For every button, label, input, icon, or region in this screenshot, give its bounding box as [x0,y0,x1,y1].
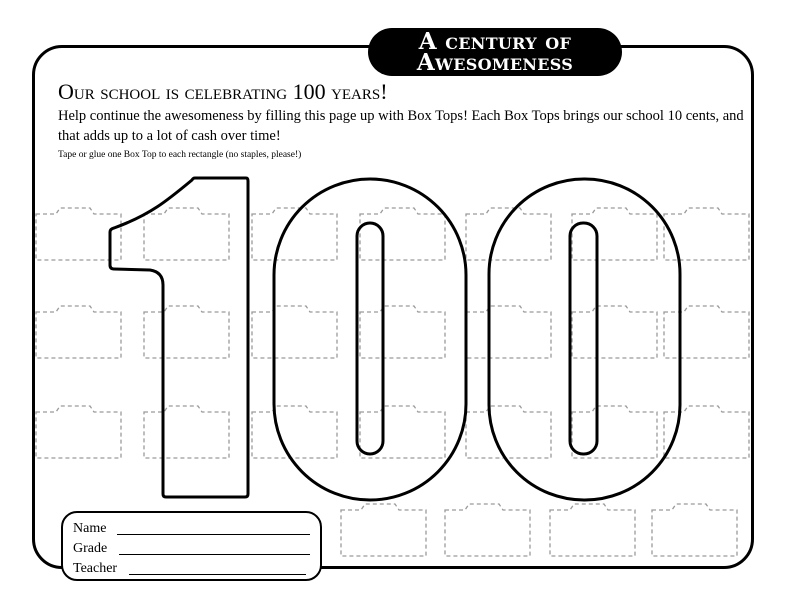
banner-line-1: A century of [418,28,572,55]
instruction-note: Tape or glue one Box Top to each rectangle (no staples, please!) [58,150,302,160]
box-top-slot [466,306,551,358]
box-top-slot [466,406,551,458]
box-top-slot [550,504,635,556]
box-top-slot [252,306,337,358]
box-top-slot [144,406,229,458]
teacher-line[interactable] [129,574,306,575]
box-top-slot [36,208,121,260]
box-top-slot [36,306,121,358]
box-top-slot [36,406,121,458]
grade-label: Grade [73,541,108,556]
box-top-slot [252,406,337,458]
box-top-slot [572,306,657,358]
box-top-slot [572,406,657,458]
box-top-slot [360,406,445,458]
page-heading: Our school is celebrating 100 years! [58,79,388,104]
box-top-grid [36,208,749,556]
grade-field[interactable] [73,541,107,557]
box-top-slot [445,504,530,556]
box-top-slot [360,306,445,358]
teacher-label: Teacher [73,561,118,576]
name-field[interactable] [73,521,106,537]
student-info-box [61,511,322,581]
name-line[interactable] [117,534,310,535]
box-top-slot [341,504,426,556]
box-top-slot [664,306,749,358]
box-top-slot [144,208,229,260]
name-label: Name [73,521,107,536]
intro-text: Help continue the awesomeness by filling this page up with Box Tops! Each Box Tops brings our school 10 cents, and that adds up to a lot of cash over time! [58,108,744,144]
teacher-field[interactable] [73,561,117,577]
box-top-slot [144,306,229,358]
box-top-slot [652,504,737,556]
box-top-slot [360,208,445,260]
grade-line[interactable] [119,554,310,555]
box-top-slot [572,208,657,260]
banner-line-2: Awesomeness [416,49,574,76]
